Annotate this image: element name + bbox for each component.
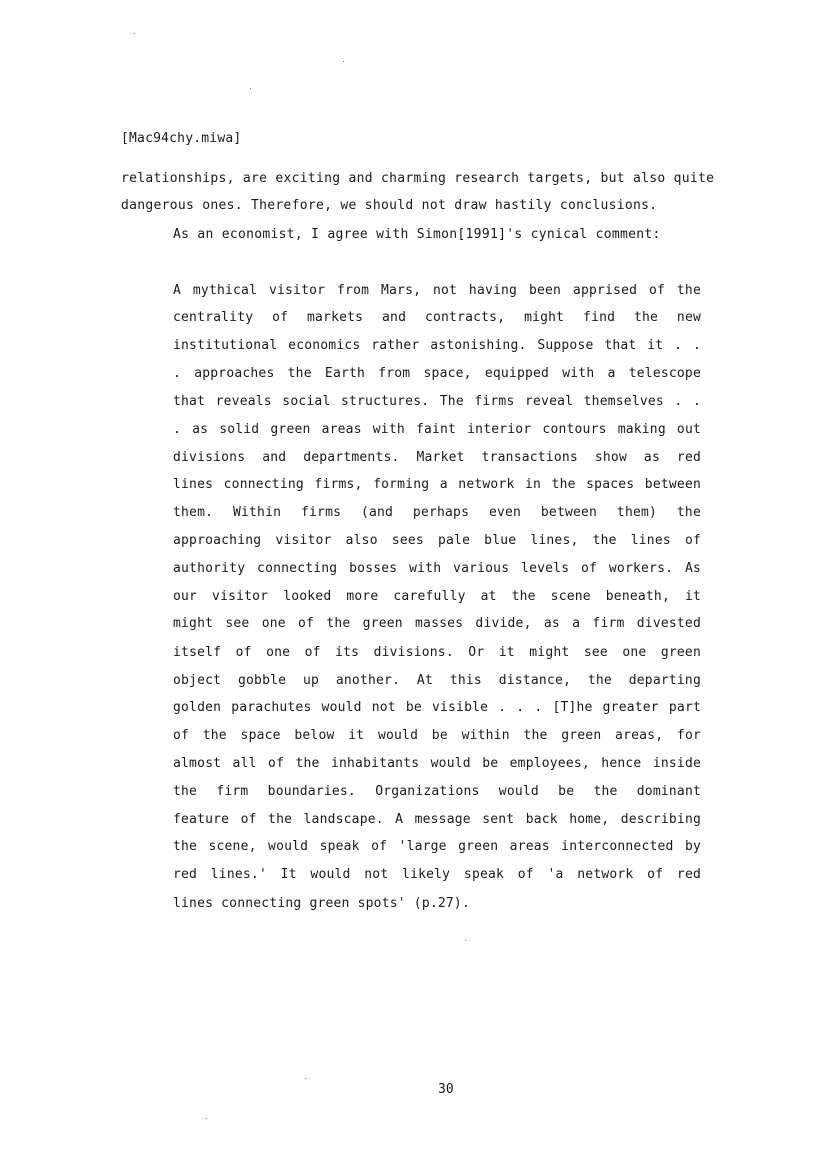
body-line: dangerous ones. Therefore, we should not draw hastily conclusions.	[121, 198, 658, 213]
body-line: relationships, are exciting and charming research targets, but also quite	[121, 171, 715, 186]
quote-line: that reveals social structures. The firms reveal themselves . .	[173, 394, 701, 409]
quote-line: almost all of the inhabitants would be employees, hence inside	[173, 756, 701, 771]
quote-line: A mythical visitor from Mars, not having been apprised of the	[173, 283, 701, 298]
scan-speck	[343, 61, 344, 62]
quote-line: might see one of the green masses divide, as a firm divested	[173, 616, 701, 631]
quote-line: of the space below it would be within the green areas, for	[173, 728, 701, 743]
scan-speck	[134, 33, 135, 34]
quote-line: the scene, would speak of 'large green areas interconnected by	[173, 839, 701, 854]
quote-line: our visitor looked more carefully at the scene beneath, it	[173, 589, 701, 604]
scan-speck	[305, 1078, 306, 1079]
document-reference: [Mac94chy.miwa]	[121, 131, 242, 146]
quote-line: lines connecting green spots' (p.27).	[173, 896, 470, 911]
quote-line: divisions and departments. Market transactions show as red	[173, 450, 701, 465]
quote-line: object gobble up another. At this distance, the departing	[173, 673, 701, 688]
scan-speck	[250, 88, 251, 89]
quote-line: . as solid green areas with faint interior contours making out	[173, 422, 701, 437]
quote-line: lines connecting firms, forming a network in the spaces between	[173, 477, 701, 492]
quote-line: . approaches the Earth from space, equipped with a telescope	[173, 366, 701, 381]
quote-line: authority connecting bosses with various levels of workers. As	[173, 561, 701, 576]
quote-line: golden parachutes would not be visible . . . [T]he greater part	[173, 700, 701, 715]
quote-line: the firm boundaries. Organizations would be the dominant	[173, 784, 701, 799]
quote-line: centrality of markets and contracts, might find the new	[173, 310, 701, 325]
scan-speck	[206, 1118, 207, 1119]
quote-line: institutional economics rather astonishing. Suppose that it . .	[173, 338, 701, 353]
scan-speck	[465, 940, 466, 941]
quote-line: red lines.' It would not likely speak of 'a network of red	[173, 867, 701, 882]
page-number: 30	[438, 1082, 454, 1097]
quote-line: approaching visitor also sees pale blue lines, the lines of	[173, 533, 701, 548]
quote-line: them. Within firms (and perhaps even between them) the	[173, 505, 701, 520]
body-line: As an economist, I agree with Simon[1991]'s cynical comment:	[173, 227, 661, 242]
quote-line: feature of the landscape. A message sent back home, describing	[173, 812, 701, 827]
quote-line: itself of one of its divisions. Or it might see one green	[173, 645, 701, 660]
